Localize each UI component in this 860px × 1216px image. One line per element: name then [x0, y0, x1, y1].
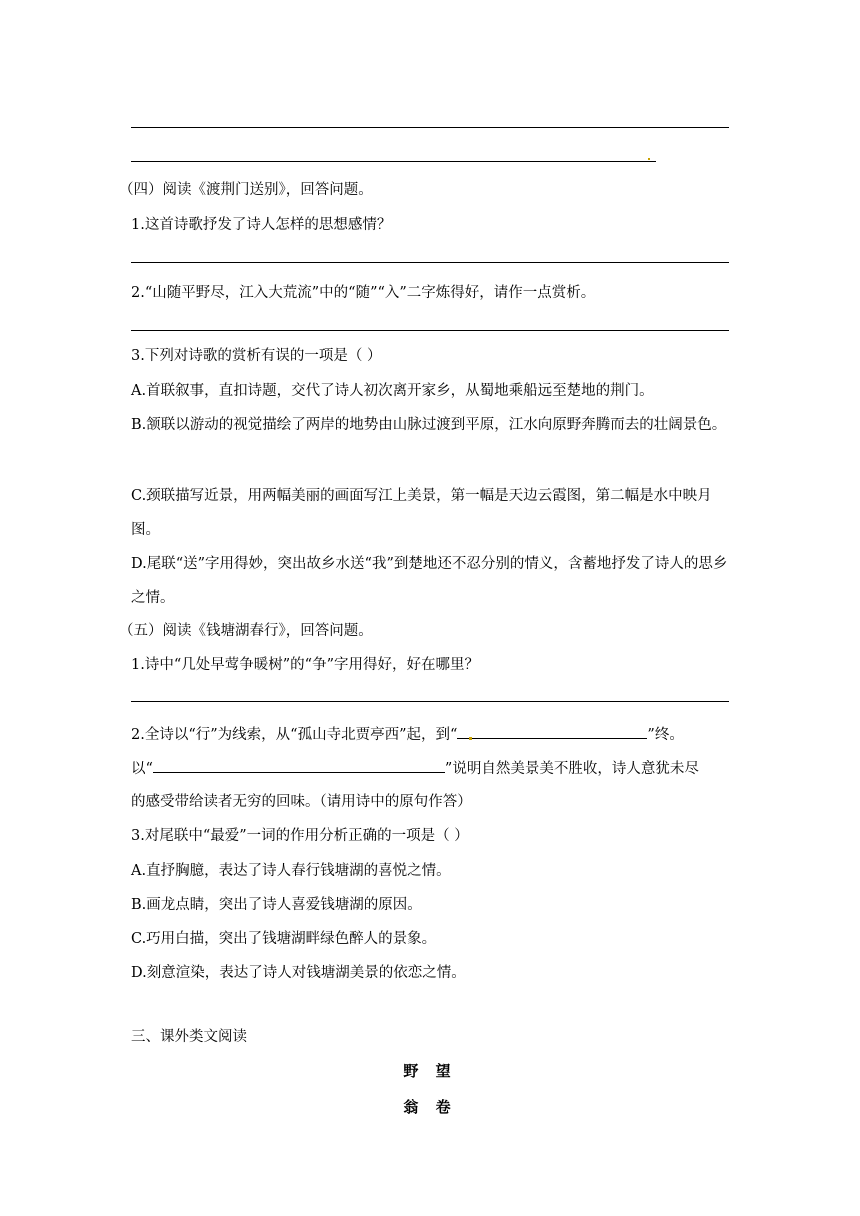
- question-text: 1.这首诗歌抒发了诗人怎样的思想感情？: [131, 217, 392, 233]
- answer-line[interactable]: [131, 127, 729, 128]
- poem-title: 野 望: [403, 1062, 457, 1080]
- option-text: C.巧用白描，突出了钱塘湖畔绿色醉人的景象。: [131, 931, 437, 947]
- option-text: A.直抒胸臆，表达了诗人春行钱塘湖的喜悦之情。: [131, 863, 451, 879]
- fill-blank[interactable]: [153, 757, 445, 773]
- question-text: 2.“山随平野尽，江入大荒流”中的“随”“入”二字炼得好，请作一点赏析。: [131, 285, 596, 301]
- answer-line[interactable]: [131, 330, 729, 331]
- fill-blank-question: [131, 757, 731, 779]
- question-text: 的感受带给读者无穷的回味。（请用诗中的原句作答）: [131, 794, 472, 810]
- question-text: ”说明自然美景美不胜收，诗人意犹未尽: [444, 761, 699, 777]
- section-heading: 三、课外类文阅读: [131, 1029, 247, 1045]
- question-text: 1.诗中“几处早莺争暖树”的“争”字用得好，好在哪里？: [131, 657, 479, 673]
- question-text: 3.下列对诗歌的赏析有误的一项是（ ）: [131, 348, 382, 364]
- option-text: D.刻意渲染，表达了诗人对钱塘湖美景的依恋之情。: [131, 965, 466, 981]
- marker-dot: [469, 737, 472, 740]
- question-text: 3.对尾联中“最爱”一词的作用分析正确的一项是（ ）: [131, 828, 469, 844]
- option-text: D.尾联“送”字用得妙，突出故乡水送“我”到楚地还不忍分别的情义，含蓄地抒发了诗人的思乡之情。: [131, 556, 728, 606]
- option-text: B.画龙点睛，突出了诗人喜爱钱塘湖的原因。: [131, 897, 422, 913]
- question-text: 2.全诗以“行”为线索，从“孤山寺北贾亭西”起，到“: [131, 727, 458, 743]
- section-heading: （四）阅读《渡荆门送别》，回答问题。: [119, 182, 373, 198]
- answer-line[interactable]: [131, 701, 729, 702]
- option-text: A.首联叙事，直扣诗题，交代了诗人初次离开家乡，从蜀地乘船远至楚地的荆门。: [131, 383, 654, 399]
- option-text: B.颔联以游动的视觉描绘了两岸的地势由山脉过渡到平原，江水向原野奔腾而去的壮阔景色。: [131, 417, 727, 433]
- answer-line[interactable]: [131, 161, 656, 162]
- fill-blank-question: [131, 723, 731, 745]
- fill-blank[interactable]: [457, 723, 647, 739]
- poem-author: 翁 卷: [403, 1098, 457, 1116]
- option-text: C.颈联描写近景，用两幅美丽的画面写江上美景，第一幅是天边云霞图，第二幅是水中映月图。: [131, 488, 712, 538]
- question-text: 以“: [131, 761, 153, 777]
- answer-line[interactable]: [131, 262, 729, 263]
- question-text: ”终。: [647, 727, 684, 743]
- section-heading: （五）阅读《钱塘湖春行》，回答问题。: [119, 623, 373, 639]
- marker-dot: [648, 158, 650, 160]
